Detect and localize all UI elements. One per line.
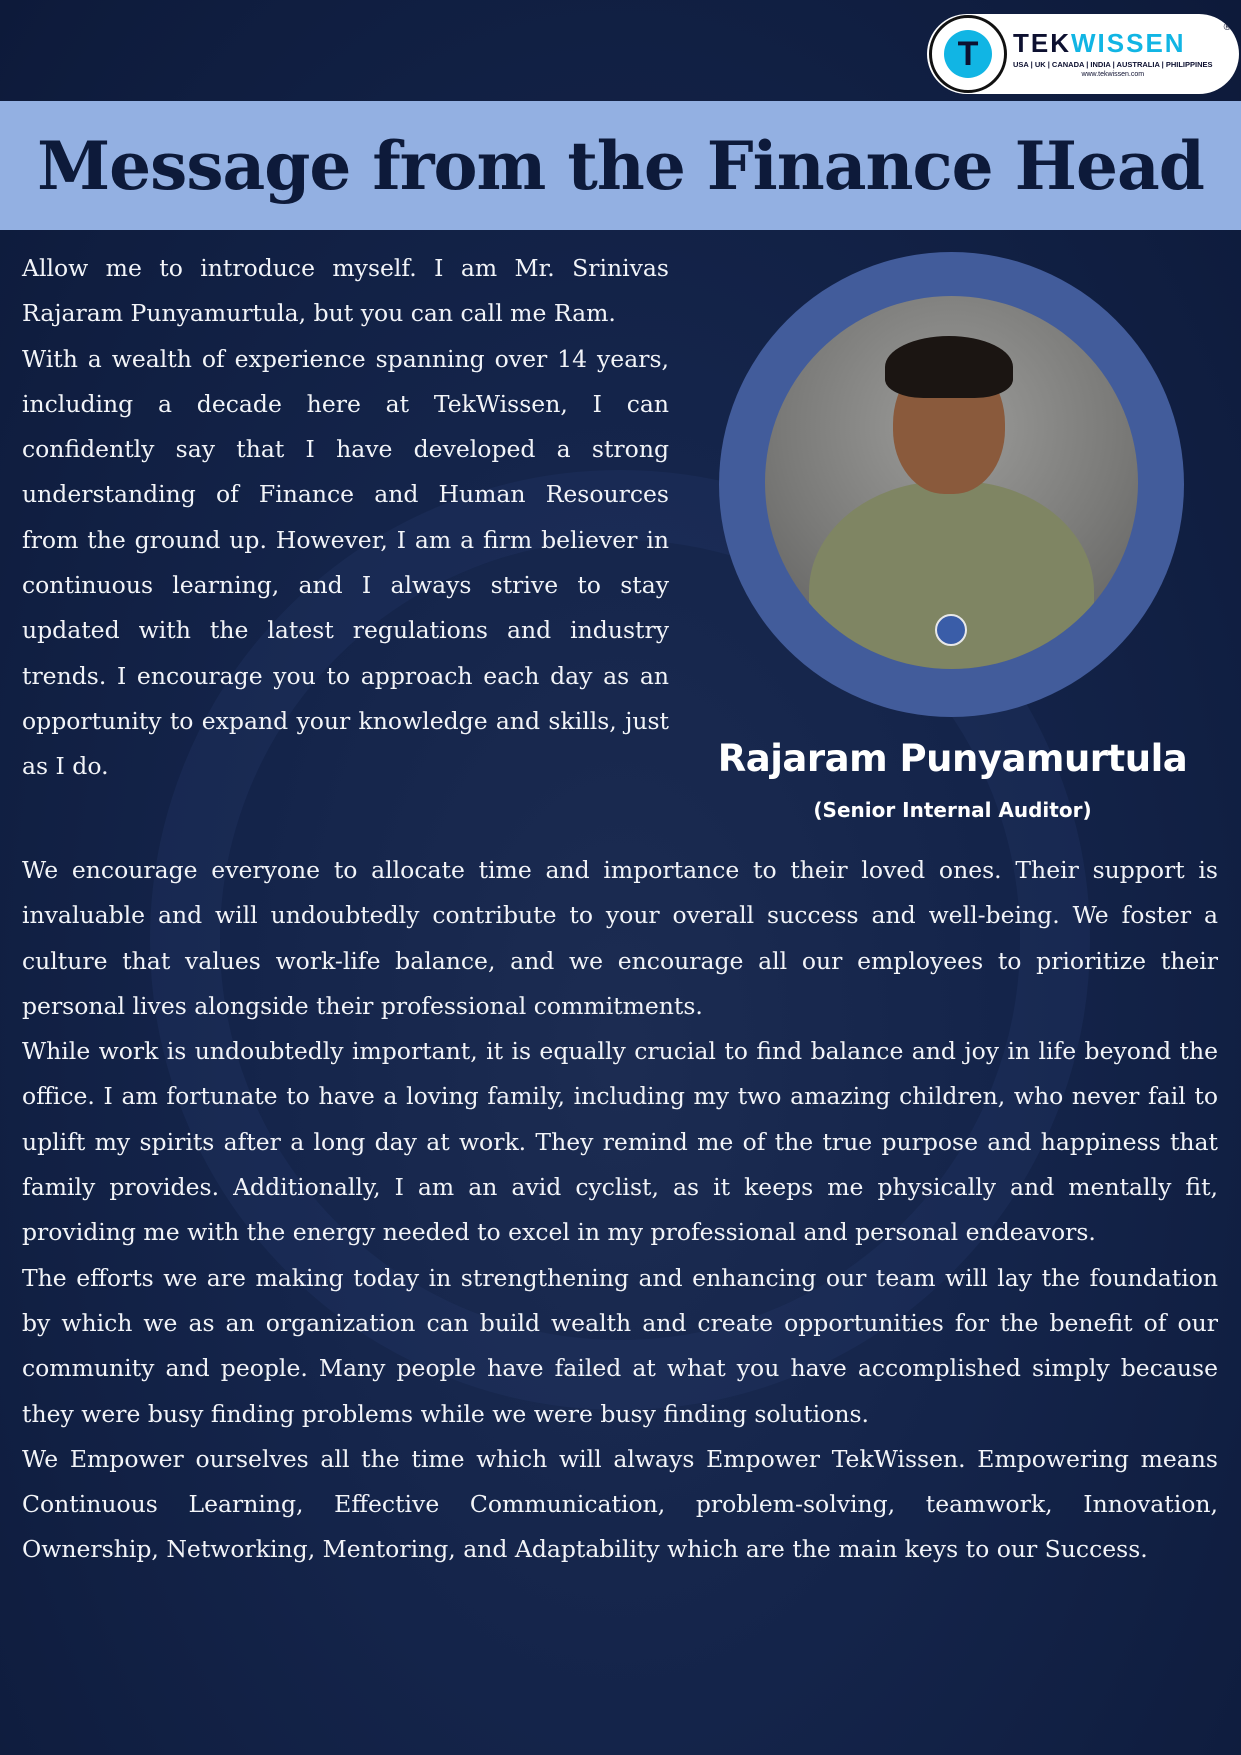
intro-column xyxy=(22,246,669,790)
title-band xyxy=(0,101,1241,230)
message-body xyxy=(22,848,1218,1573)
profile-name: Rajaram Punyamurtula xyxy=(717,737,1188,780)
balance-paragraph: While work is undoubtedly important, it is equally crucial to find balance and joy in life beyond the office. I am fortunate to have a loving family, including my two amazing children, who never fail to uplift my spirits after a long day at work. They remind me of the true purpose and happiness that family provides. Additionally, I am an avid cyclist, as it keeps me physically and mentally fit, providing me with the energy needed to excel in my professional and personal endeavors. xyxy=(22,1037,1218,1247)
experience-paragraph: With a wealth of experience spanning over 14 years, including a decade here at TekWissen, I can confidently say that I have developed a strong understanding of Finance and Human Resources from the ground up. However, I am a firm believer in continuous learning, and I always strive to stay updated with the latest regulations and industry trends. I encourage you to approach each day as an opportunity to expand your knowledge and skills, just as I do. xyxy=(22,344,669,781)
photo-pin-badge xyxy=(935,614,967,646)
profile-role: (Senior Internal Auditor) xyxy=(813,798,1092,822)
logo-brand-name xyxy=(1013,28,1213,59)
intro-paragraph: Allow me to introduce myself. I am Mr. Srinivas Rajaram Punyamurtula, but you can call me Ram. xyxy=(22,254,669,328)
company-logo xyxy=(927,14,1239,94)
profile-photo xyxy=(765,296,1138,669)
empower-paragraph: We Empower ourselves all the time which will always Empower TekWissen. Empowering means Continuous Learning, Effective Communication, problem-solving, teamwork, Innovation, Ownership, Networking, Mentoring, and Adaptability which are the main keys to our Success. xyxy=(22,1444,1218,1564)
page-title: Message from the Finance Head xyxy=(37,126,1204,205)
efforts-paragraph: The efforts we are making today in strengthening and enhancing our team will lay the foundation by which we as an organization can build wealth and create opportunities for the benefit of our community and people. Many people have failed at what you have accomplished simply because they were busy finding problems while we were busy finding solutions. xyxy=(22,1263,1218,1428)
logo-countries: USA | UK | CANADA | INDIA | AUSTRALIA | PHILIPPINES xyxy=(1013,60,1213,70)
registered-mark: ® xyxy=(1223,22,1231,33)
logo-brand-part1: TEK xyxy=(1013,28,1071,59)
logo-website: www.tekwissen.com xyxy=(1081,70,1145,78)
family-paragraph: We encourage everyone to allocate time and importance to their loved ones. Their support is invaluable and will undoubtedly contribute to your overall success and well-being. We foster a culture that values work-life balance, and we encourage all our employees to prioritize their personal lives alongside their professional commitments. xyxy=(22,856,1218,1020)
logo-brand-part2: WISSEN xyxy=(1071,28,1186,59)
logo-badge xyxy=(929,15,1007,93)
logo-text xyxy=(1013,30,1213,78)
profile-photo-ring xyxy=(719,252,1184,717)
logo-badge-letter: T xyxy=(944,30,992,78)
photo-person-hair xyxy=(885,336,1013,398)
